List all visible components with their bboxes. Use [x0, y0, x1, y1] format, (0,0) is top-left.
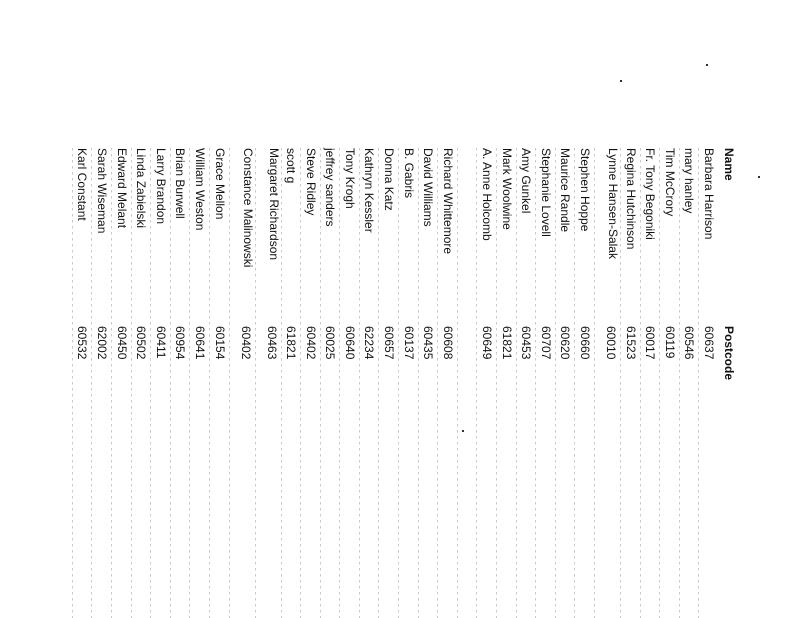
- cell-name: Margaret Richardson: [266, 148, 281, 261]
- row-rule: [281, 148, 282, 618]
- cell-name: Regina Hutchinson: [623, 148, 638, 250]
- table-header: [718, 148, 740, 618]
- cell-name: Maurice Randle: [558, 148, 573, 233]
- table-row: [516, 148, 536, 618]
- cell-name: William Weston: [192, 148, 207, 231]
- cell-postcode: 61821: [284, 326, 299, 360]
- cell-postcode: 60411: [153, 326, 168, 359]
- cell-postcode: 60502: [134, 326, 149, 360]
- row-rule: [418, 148, 419, 618]
- cell-postcode: 60707: [538, 326, 553, 360]
- row-rule: [679, 148, 680, 618]
- cell-name: Larry Brandon: [153, 148, 168, 225]
- table-row: [170, 148, 190, 618]
- table-row: [150, 148, 170, 618]
- cell-name: Kathryn Kessler: [362, 148, 377, 233]
- cell-postcode: 60435: [421, 326, 436, 360]
- table-row: [209, 148, 229, 618]
- cell-name: Tony Krogh: [342, 148, 357, 209]
- cell-postcode: 60637: [702, 326, 716, 360]
- row-rule: [555, 148, 556, 618]
- table-row: [437, 148, 457, 618]
- cell-postcode: 61821: [499, 326, 514, 360]
- cell-postcode: 60620: [558, 326, 573, 360]
- table-row: [359, 148, 379, 618]
- cell-postcode: 60450: [114, 326, 129, 360]
- table-row: [255, 148, 281, 618]
- cell-postcode: 60017: [643, 326, 658, 360]
- table-body: [72, 148, 718, 618]
- cell-name: A. Anne Holcomb: [480, 148, 495, 241]
- cell-postcode: 60657: [382, 326, 397, 360]
- table-row: [574, 148, 594, 618]
- cell-name: Richard Whittemore: [440, 148, 455, 255]
- table-row: [339, 148, 359, 618]
- row-rule: [339, 148, 340, 618]
- table-row: [189, 148, 209, 618]
- cell-name: Constance Malinowski: [240, 148, 255, 268]
- row-rule: [476, 148, 477, 618]
- table-row: [300, 148, 320, 618]
- row-rule: [111, 148, 112, 618]
- row-rule: [398, 148, 399, 618]
- cell-name: Donna Katz: [382, 148, 397, 211]
- row-rule: [516, 148, 517, 618]
- cell-name: B. Gabris: [401, 148, 416, 199]
- row-rule: [594, 148, 595, 618]
- row-rule: [659, 148, 660, 618]
- table-row: [281, 148, 301, 618]
- cell-name: David Williams: [421, 148, 436, 227]
- table-row: [496, 148, 516, 618]
- cell-postcode: 62234: [362, 326, 377, 360]
- cell-postcode: 60641: [192, 326, 207, 360]
- cell-name: Amy Gunkel: [519, 148, 534, 214]
- table-row: [640, 148, 660, 618]
- row-rule: [379, 148, 380, 618]
- cell-postcode: 60010: [604, 326, 619, 360]
- table-row: [398, 148, 418, 618]
- table-row: [659, 148, 679, 618]
- cell-postcode: 60608: [440, 326, 455, 360]
- row-rule: [437, 148, 438, 618]
- cell-postcode: 60649: [480, 326, 495, 360]
- row-rule: [189, 148, 190, 618]
- cell-postcode: 60025: [323, 326, 338, 360]
- cell-name: Stephanie Lovell: [538, 148, 553, 237]
- table-row: [620, 148, 640, 618]
- cell-postcode: 60660: [578, 326, 593, 360]
- table-row: [698, 148, 718, 618]
- table-row: [320, 148, 340, 618]
- table-row: [476, 148, 496, 618]
- cell-postcode: 60640: [342, 326, 357, 360]
- header-name: Name: [722, 148, 736, 181]
- table-row: [72, 148, 92, 618]
- row-rule: [457, 148, 458, 618]
- row-rule: [170, 148, 171, 618]
- row-rule: [698, 148, 699, 618]
- table-row: [594, 148, 620, 618]
- table-row: [91, 148, 111, 618]
- row-rule: [359, 148, 360, 618]
- row-rule: [150, 148, 151, 618]
- cell-postcode: 60532: [75, 326, 90, 360]
- cell-name: Lynne Hansen-Salak: [606, 148, 621, 259]
- cell-name: Brian Burwell: [173, 148, 188, 219]
- row-rule: [620, 148, 621, 618]
- cell-name: Tim McCrory: [662, 148, 677, 217]
- row-rule: [496, 148, 497, 618]
- cell-name: Sarah Wiseman: [94, 148, 109, 234]
- cell-name: scott g: [284, 148, 299, 184]
- cell-postcode: 60463: [264, 326, 279, 360]
- cell-postcode: 60453: [519, 326, 534, 360]
- rotated-table: [40, 148, 740, 618]
- table-row: [418, 148, 438, 618]
- row-rule: [300, 148, 301, 618]
- row-rule: [229, 148, 230, 618]
- cell-name: Steve Ridley: [303, 148, 318, 216]
- cell-name: Edward Melant: [114, 148, 129, 229]
- cell-name: mary hanley: [682, 148, 697, 214]
- row-rule: [91, 148, 92, 618]
- row-rule: [255, 148, 256, 618]
- table-row: [229, 148, 255, 618]
- cell-name: Grace Mellon: [212, 148, 227, 220]
- cell-name: Stephen Hoppe: [578, 148, 593, 232]
- cell-postcode: 62002: [94, 326, 109, 360]
- row-rule: [209, 148, 210, 618]
- cell-postcode: 60402: [238, 326, 253, 360]
- cell-postcode: 60954: [173, 326, 188, 360]
- row-rule: [640, 148, 641, 618]
- row-rule: [574, 148, 575, 618]
- table-row: [535, 148, 555, 618]
- table-row: [457, 148, 477, 618]
- cell-postcode: 60137: [401, 326, 416, 360]
- cell-name: Linda Zabielski: [134, 148, 149, 229]
- table-row: [111, 148, 131, 618]
- cell-name: jeffrey sanders: [323, 148, 338, 227]
- row-rule: [535, 148, 536, 618]
- cell-postcode: 60546: [682, 326, 697, 360]
- cell-name: Karl Constant: [75, 148, 90, 221]
- cell-postcode: 60119: [662, 326, 677, 359]
- cell-postcode: 61523: [623, 326, 638, 360]
- table-row: [131, 148, 151, 618]
- header-postcode: Postcode: [722, 326, 736, 381]
- row-rule: [320, 148, 321, 618]
- row-rule: [72, 148, 73, 618]
- cell-postcode: 60154: [212, 326, 227, 360]
- cell-name: Barbara Harrison: [702, 148, 716, 240]
- cell-postcode: 60402: [303, 326, 318, 360]
- table-row: [679, 148, 699, 618]
- cell-name: Fr. Tony Begoniki: [643, 148, 658, 240]
- table-row: [555, 148, 575, 618]
- cell-name: Mark Woolwine: [499, 148, 514, 230]
- table-row: [379, 148, 399, 618]
- row-rule: [131, 148, 132, 618]
